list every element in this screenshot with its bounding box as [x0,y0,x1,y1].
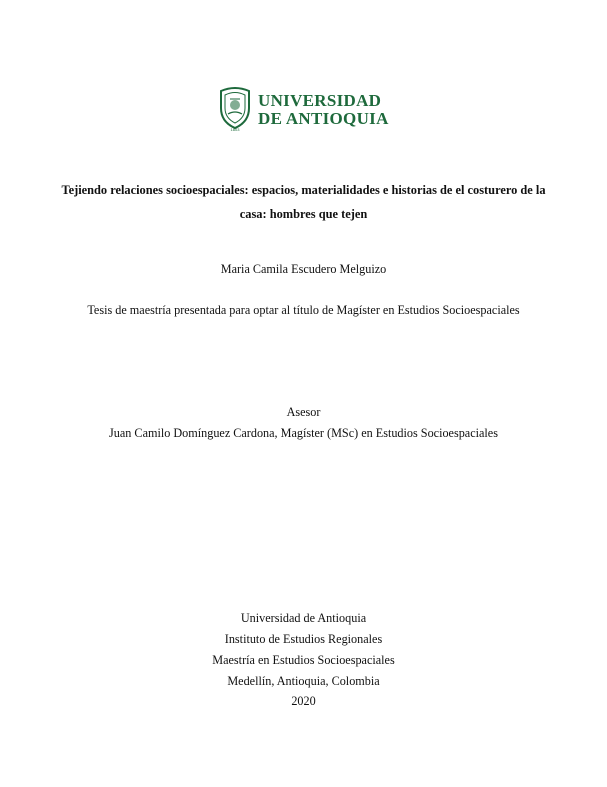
location: Medellín, Antioquia, Colombia [227,674,380,688]
wordmark-line-2: DE ANTIOQUIA [258,109,389,128]
university-wordmark [258,92,389,128]
wordmark-line-1: UNIVERSIDAD [258,91,382,110]
thesis-title: Tejiendo relaciones socioespaciales: espacios, materialidades e historias de el costurero de la casa: hombres que tejen [61,183,546,221]
author-name: Maria Camila Escudero Melguizo [220,262,387,276]
university-logo [218,86,393,134]
institute-name: Instituto de Estudios Regionales [224,632,383,646]
advisor-label: Asesor [286,405,321,419]
svg-text:1803: 1803 [230,127,240,132]
program-name: Maestría en Estudios Socioespaciales [212,653,395,667]
year: 2020 [291,694,316,708]
university-seal-icon [218,86,252,132]
thesis-statement: Tesis de maestría presentada para optar al título de Magíster en Estudios Socioespaciales [87,303,520,317]
advisor-name: Juan Camilo Domínguez Cardona, Magíster (MSc) en Estudios Socioespaciales [109,426,498,440]
university-name: Universidad de Antioquia [240,611,367,625]
